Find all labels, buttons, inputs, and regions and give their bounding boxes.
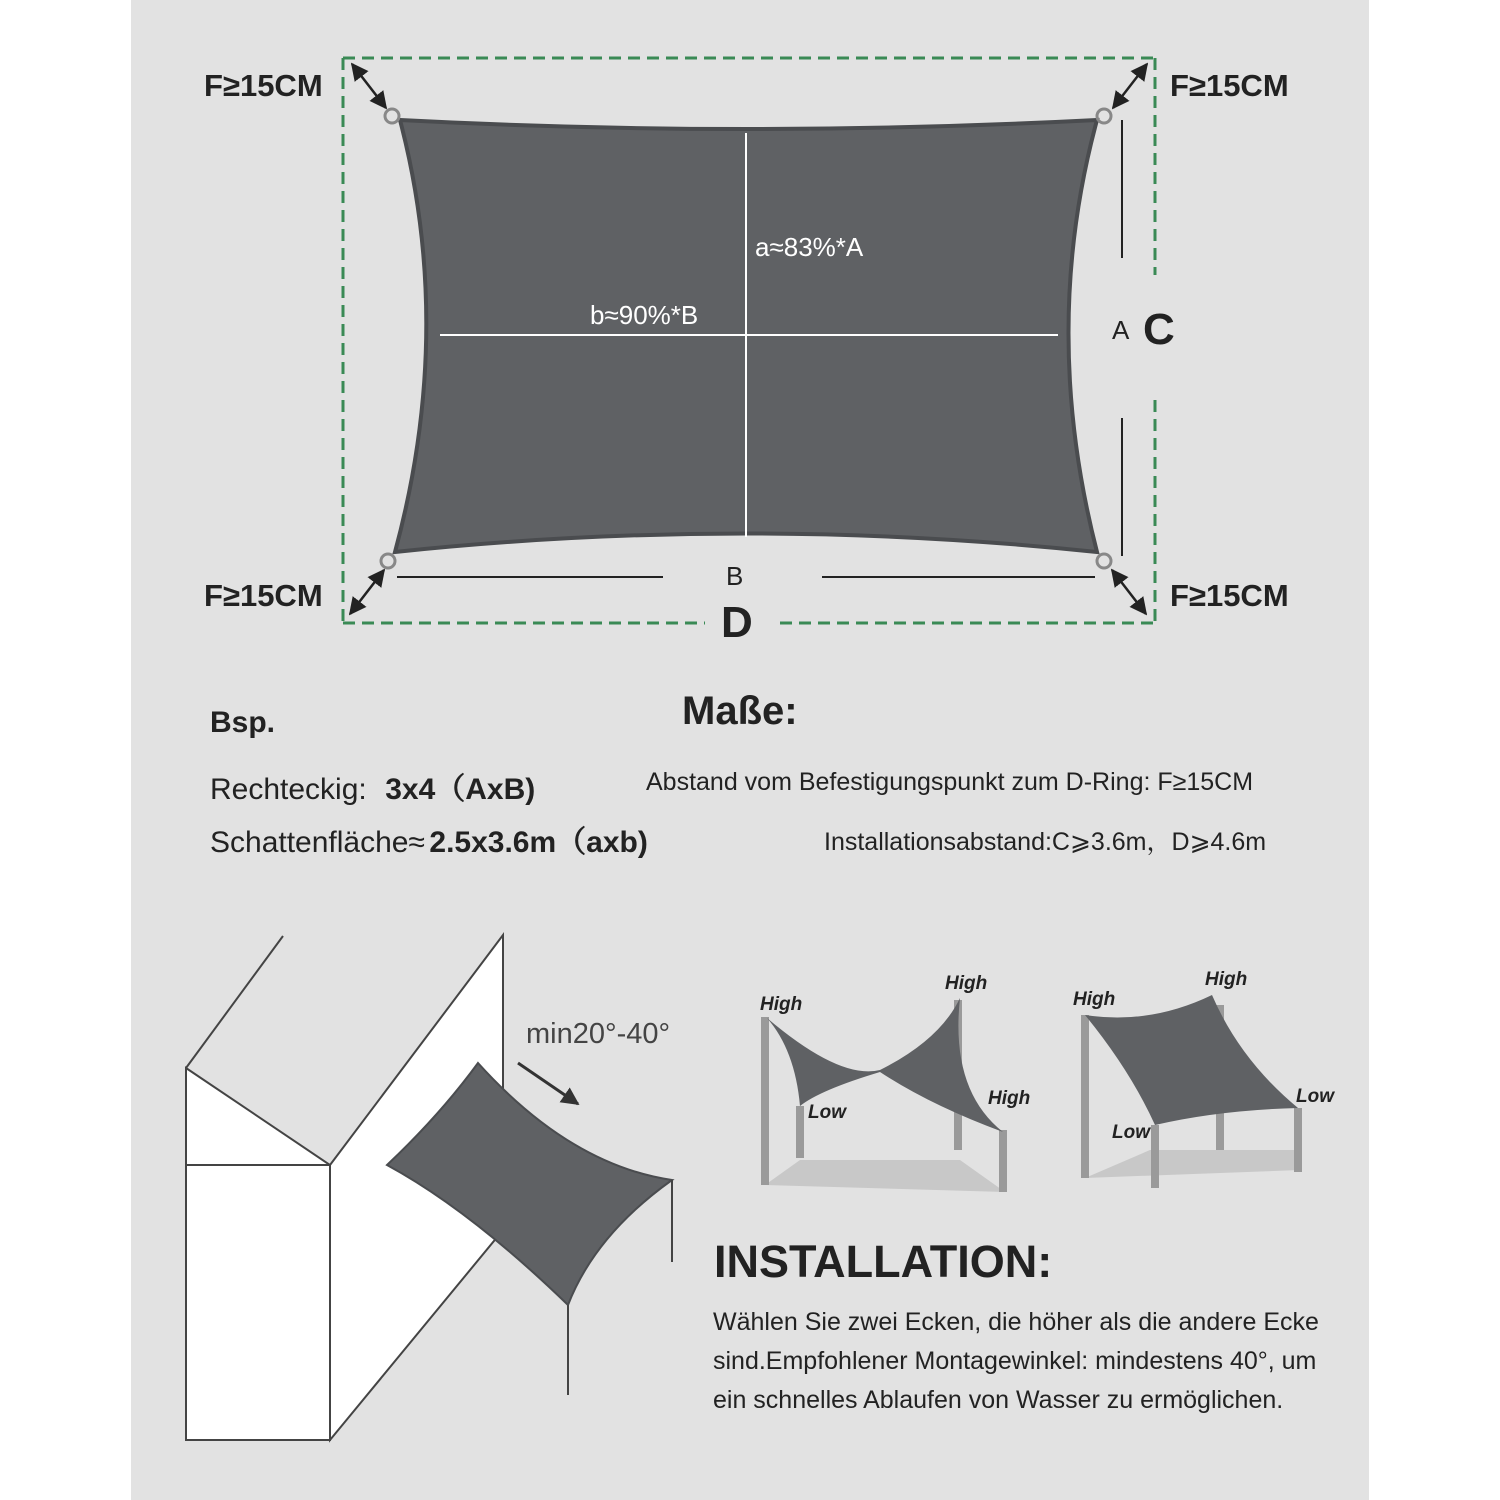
inner-b-label: b≈90%*B <box>590 300 699 330</box>
setup1-high-left-label: High <box>760 994 803 1015</box>
inner-a-label: a≈83%*A <box>755 232 864 262</box>
shade-area-value: 2.5x3.6m（axb) <box>429 826 648 859</box>
setup2-low-right-label: Low <box>1296 1086 1334 1107</box>
setup2-low-left-label: Low <box>1112 1122 1150 1143</box>
d-ring-distance-text: Abstand vom Befestigungspunkt zum D-Ring: F≥15CM <box>646 768 1254 796</box>
dimension-c-label: C <box>1143 305 1175 354</box>
corner-label-bottom-left: F≥15CM <box>204 578 323 613</box>
example-label: Bsp. <box>210 706 276 739</box>
angle-label: min20°-40° <box>526 1018 671 1050</box>
setup1-high-top-label: High <box>945 973 988 994</box>
setup1-high-right-label: High <box>988 1088 1031 1109</box>
dimension-b-label: B <box>726 561 744 591</box>
rectangle-value: 3x4（AxB) <box>385 773 536 806</box>
setup2-high-left-label: High <box>1073 989 1116 1010</box>
setup1-low-label: Low <box>808 1102 846 1123</box>
rectangle-label: Rechteckig: <box>210 773 367 806</box>
dimension-d-label: D <box>721 598 753 647</box>
setup-two-illustration <box>1085 995 1300 1188</box>
shade-area-label: Schattenfläche≈ <box>210 826 425 859</box>
setup-one-illustration <box>765 998 1005 1192</box>
measures-heading: Maße: <box>682 689 798 733</box>
installation-description: Wählen Sie zwei Ecken, die höher als die andere Ecke sind.Empfohlener Montagewinkel: mindestens 40°, um ein schnelles Ablaufen von Wasser zu ermöglichen. <box>713 1308 1319 1414</box>
corner-label-bottom-right: F≥15CM <box>1170 578 1289 613</box>
angle-arrow <box>518 1063 578 1104</box>
dimension-a-label: A <box>1112 315 1130 345</box>
corner-label-top-left: F≥15CM <box>204 68 323 103</box>
installation-heading: INSTALLATION: <box>714 1236 1053 1287</box>
installation-distance-text: Installationsabstand:C⩾3.6m，D⩾4.6m <box>824 828 1267 856</box>
setup2-high-top-label: High <box>1205 969 1248 990</box>
corner-label-top-right: F≥15CM <box>1170 68 1289 103</box>
